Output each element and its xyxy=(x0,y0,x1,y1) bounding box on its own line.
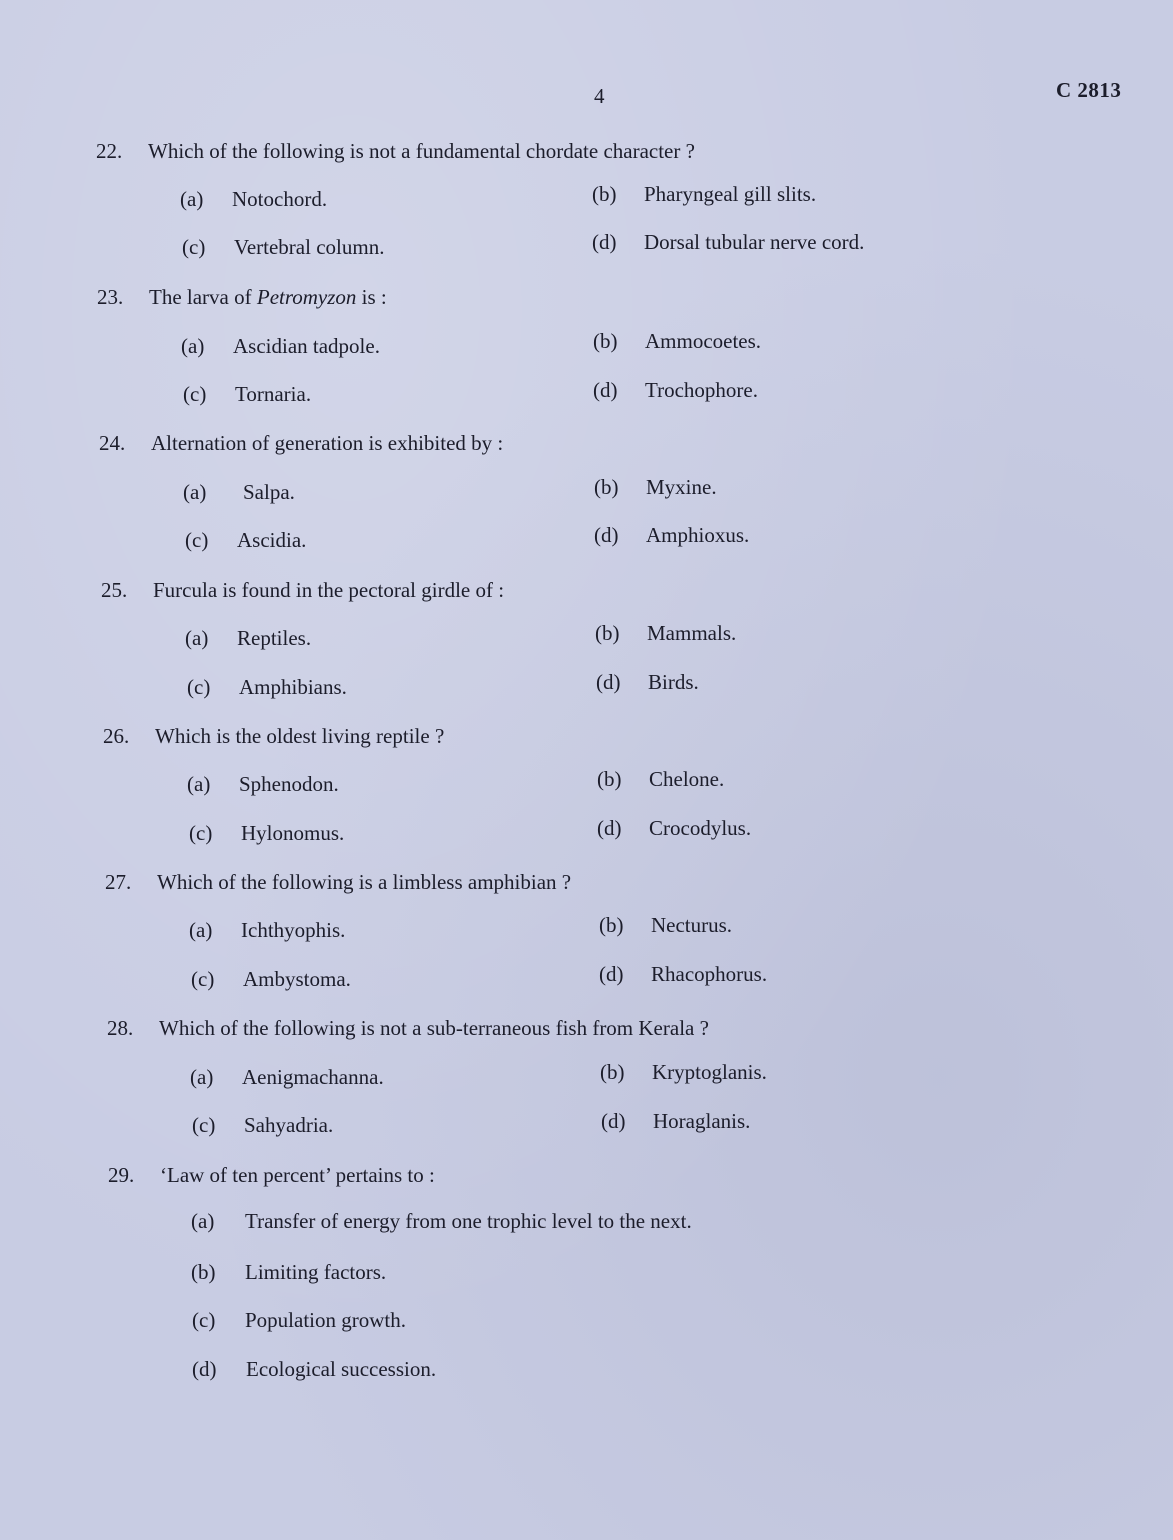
question-text-italic: Petromyzon xyxy=(256,285,357,309)
option-29-b xyxy=(191,1259,386,1285)
option-26-d xyxy=(597,815,751,841)
option-text: Dorsal tubular nerve cord. xyxy=(644,230,865,254)
option-text: Population growth. xyxy=(245,1308,406,1332)
option-letter: (c) xyxy=(189,821,213,845)
option-text: Ichthyophis. xyxy=(241,918,346,942)
option-letter: (b) xyxy=(191,1260,216,1284)
option-text: Myxine. xyxy=(646,475,717,499)
option-text: Kryptoglanis. xyxy=(652,1060,767,1084)
option-22-d xyxy=(592,229,864,255)
option-25-d xyxy=(596,669,699,695)
option-letter: (a) xyxy=(180,187,204,211)
option-23-d xyxy=(593,377,758,403)
page-number: 4 xyxy=(594,84,605,108)
option-22-a xyxy=(180,186,327,212)
option-text: Ammocoetes. xyxy=(645,329,762,353)
option-text: Tornaria. xyxy=(235,382,312,406)
option-text: Crocodylus. xyxy=(649,816,752,840)
option-28-b xyxy=(600,1059,767,1085)
option-text: Ambystoma. xyxy=(243,967,351,991)
question-number: 26. xyxy=(103,724,130,748)
question-number: 22. xyxy=(96,139,123,163)
option-letter: (b) xyxy=(595,621,620,645)
option-letter: (d) xyxy=(593,378,618,402)
option-22-c xyxy=(182,234,384,260)
option-29-d xyxy=(192,1356,436,1382)
option-27-d xyxy=(599,961,767,987)
option-text: Sahyadria. xyxy=(244,1113,334,1137)
option-letter: (a) xyxy=(183,480,207,504)
question-text xyxy=(149,284,387,310)
option-29-c xyxy=(192,1307,406,1333)
option-text: Necturus. xyxy=(651,913,733,937)
option-27-b xyxy=(599,912,732,938)
option-25-c xyxy=(187,674,347,700)
option-24-a xyxy=(183,479,295,505)
option-text: Birds. xyxy=(648,670,699,694)
option-text: Notochord. xyxy=(232,187,328,211)
option-27-c xyxy=(191,966,351,992)
option-24-c xyxy=(185,527,306,553)
option-letter: (c) xyxy=(187,675,211,699)
option-letter: (b) xyxy=(594,475,619,499)
option-letter: (d) xyxy=(599,962,624,986)
exam-code: C 2813 xyxy=(1056,78,1122,102)
option-letter: (b) xyxy=(597,767,622,791)
option-25-b xyxy=(595,620,736,646)
option-26-c xyxy=(189,820,344,846)
option-letter: (c) xyxy=(192,1113,216,1137)
option-text: Transfer of energy from one trophic level to the next. xyxy=(245,1209,692,1233)
question-number: 24. xyxy=(99,431,126,455)
option-letter: (a) xyxy=(187,772,211,796)
option-letter: (d) xyxy=(592,230,617,254)
option-letter: (a) xyxy=(191,1209,215,1233)
question-text: Alternation of generation is exhibited by : xyxy=(151,431,504,455)
option-text: Ascidian tadpole. xyxy=(233,334,380,358)
option-text: Vertebral column. xyxy=(234,235,385,259)
option-letter: (d) xyxy=(596,670,621,694)
question-number: 27. xyxy=(105,870,132,894)
option-letter: (a) xyxy=(190,1065,214,1089)
option-text: Ascidia. xyxy=(237,528,307,552)
question-text: Which of the following is not a fundamental chordate character ? xyxy=(148,139,695,163)
option-29-a xyxy=(191,1208,692,1234)
option-23-c xyxy=(183,381,311,407)
option-letter: (b) xyxy=(592,182,617,206)
option-text: Ecological succession. xyxy=(246,1357,437,1381)
option-letter: (b) xyxy=(593,329,618,353)
option-letter: (c) xyxy=(183,382,207,406)
option-26-b xyxy=(597,766,724,792)
option-letter: (d) xyxy=(601,1109,626,1133)
option-letter: (a) xyxy=(181,334,205,358)
question-text: Which of the following is a limbless amphibian ? xyxy=(157,870,572,894)
option-letter: (d) xyxy=(594,523,619,547)
option-text: Amphioxus. xyxy=(646,523,750,547)
option-text: Limiting factors. xyxy=(245,1260,387,1284)
option-22-b xyxy=(592,181,816,207)
option-28-c xyxy=(192,1112,333,1138)
option-23-a xyxy=(181,333,380,359)
option-text: Rhacophorus. xyxy=(651,962,768,986)
option-letter: (b) xyxy=(599,913,624,937)
option-text: Aenigmachanna. xyxy=(242,1065,384,1089)
question-number: 25. xyxy=(101,578,128,602)
question-text-end: is : xyxy=(356,285,387,309)
option-letter: (d) xyxy=(192,1357,217,1381)
question-number: 23. xyxy=(97,285,124,309)
option-letter: (b) xyxy=(600,1060,625,1084)
option-text: Reptiles. xyxy=(237,626,312,650)
option-text: Pharyngeal gill slits. xyxy=(644,182,817,206)
option-letter: (c) xyxy=(191,967,215,991)
question-text: Which of the following is not a sub-terraneous fish from Kerala ? xyxy=(159,1016,709,1040)
option-letter: (a) xyxy=(185,626,209,650)
question-text: ‘Law of ten percent’ pertains to : xyxy=(160,1163,435,1187)
option-letter: (c) xyxy=(182,235,206,259)
option-letter: (a) xyxy=(189,918,213,942)
option-24-d xyxy=(594,522,749,548)
option-text: Salpa. xyxy=(243,480,295,504)
option-text: Horaglanis. xyxy=(653,1109,751,1133)
option-28-a xyxy=(190,1064,384,1090)
option-25-a xyxy=(185,625,311,651)
option-text: Amphibians. xyxy=(239,675,347,699)
option-letter: (c) xyxy=(185,528,209,552)
question-number: 29. xyxy=(108,1163,135,1187)
option-text: Mammals. xyxy=(647,621,737,645)
option-text: Trochophore. xyxy=(645,378,758,402)
question-text: Furcula is found in the pectoral girdle of : xyxy=(153,578,505,602)
option-27-a xyxy=(189,917,345,943)
question-text: Which is the oldest living reptile ? xyxy=(155,724,445,748)
option-text: Hylonomus. xyxy=(241,821,345,845)
option-28-d xyxy=(601,1108,750,1134)
option-24-b xyxy=(594,474,717,500)
question-number: 28. xyxy=(107,1016,134,1040)
option-23-b xyxy=(593,328,761,354)
option-26-a xyxy=(187,771,339,797)
question-text-start: The larva of xyxy=(149,285,257,309)
option-letter: (c) xyxy=(192,1308,216,1332)
option-letter: (d) xyxy=(597,816,622,840)
option-text: Sphenodon. xyxy=(239,772,339,796)
option-text: Chelone. xyxy=(649,767,725,791)
